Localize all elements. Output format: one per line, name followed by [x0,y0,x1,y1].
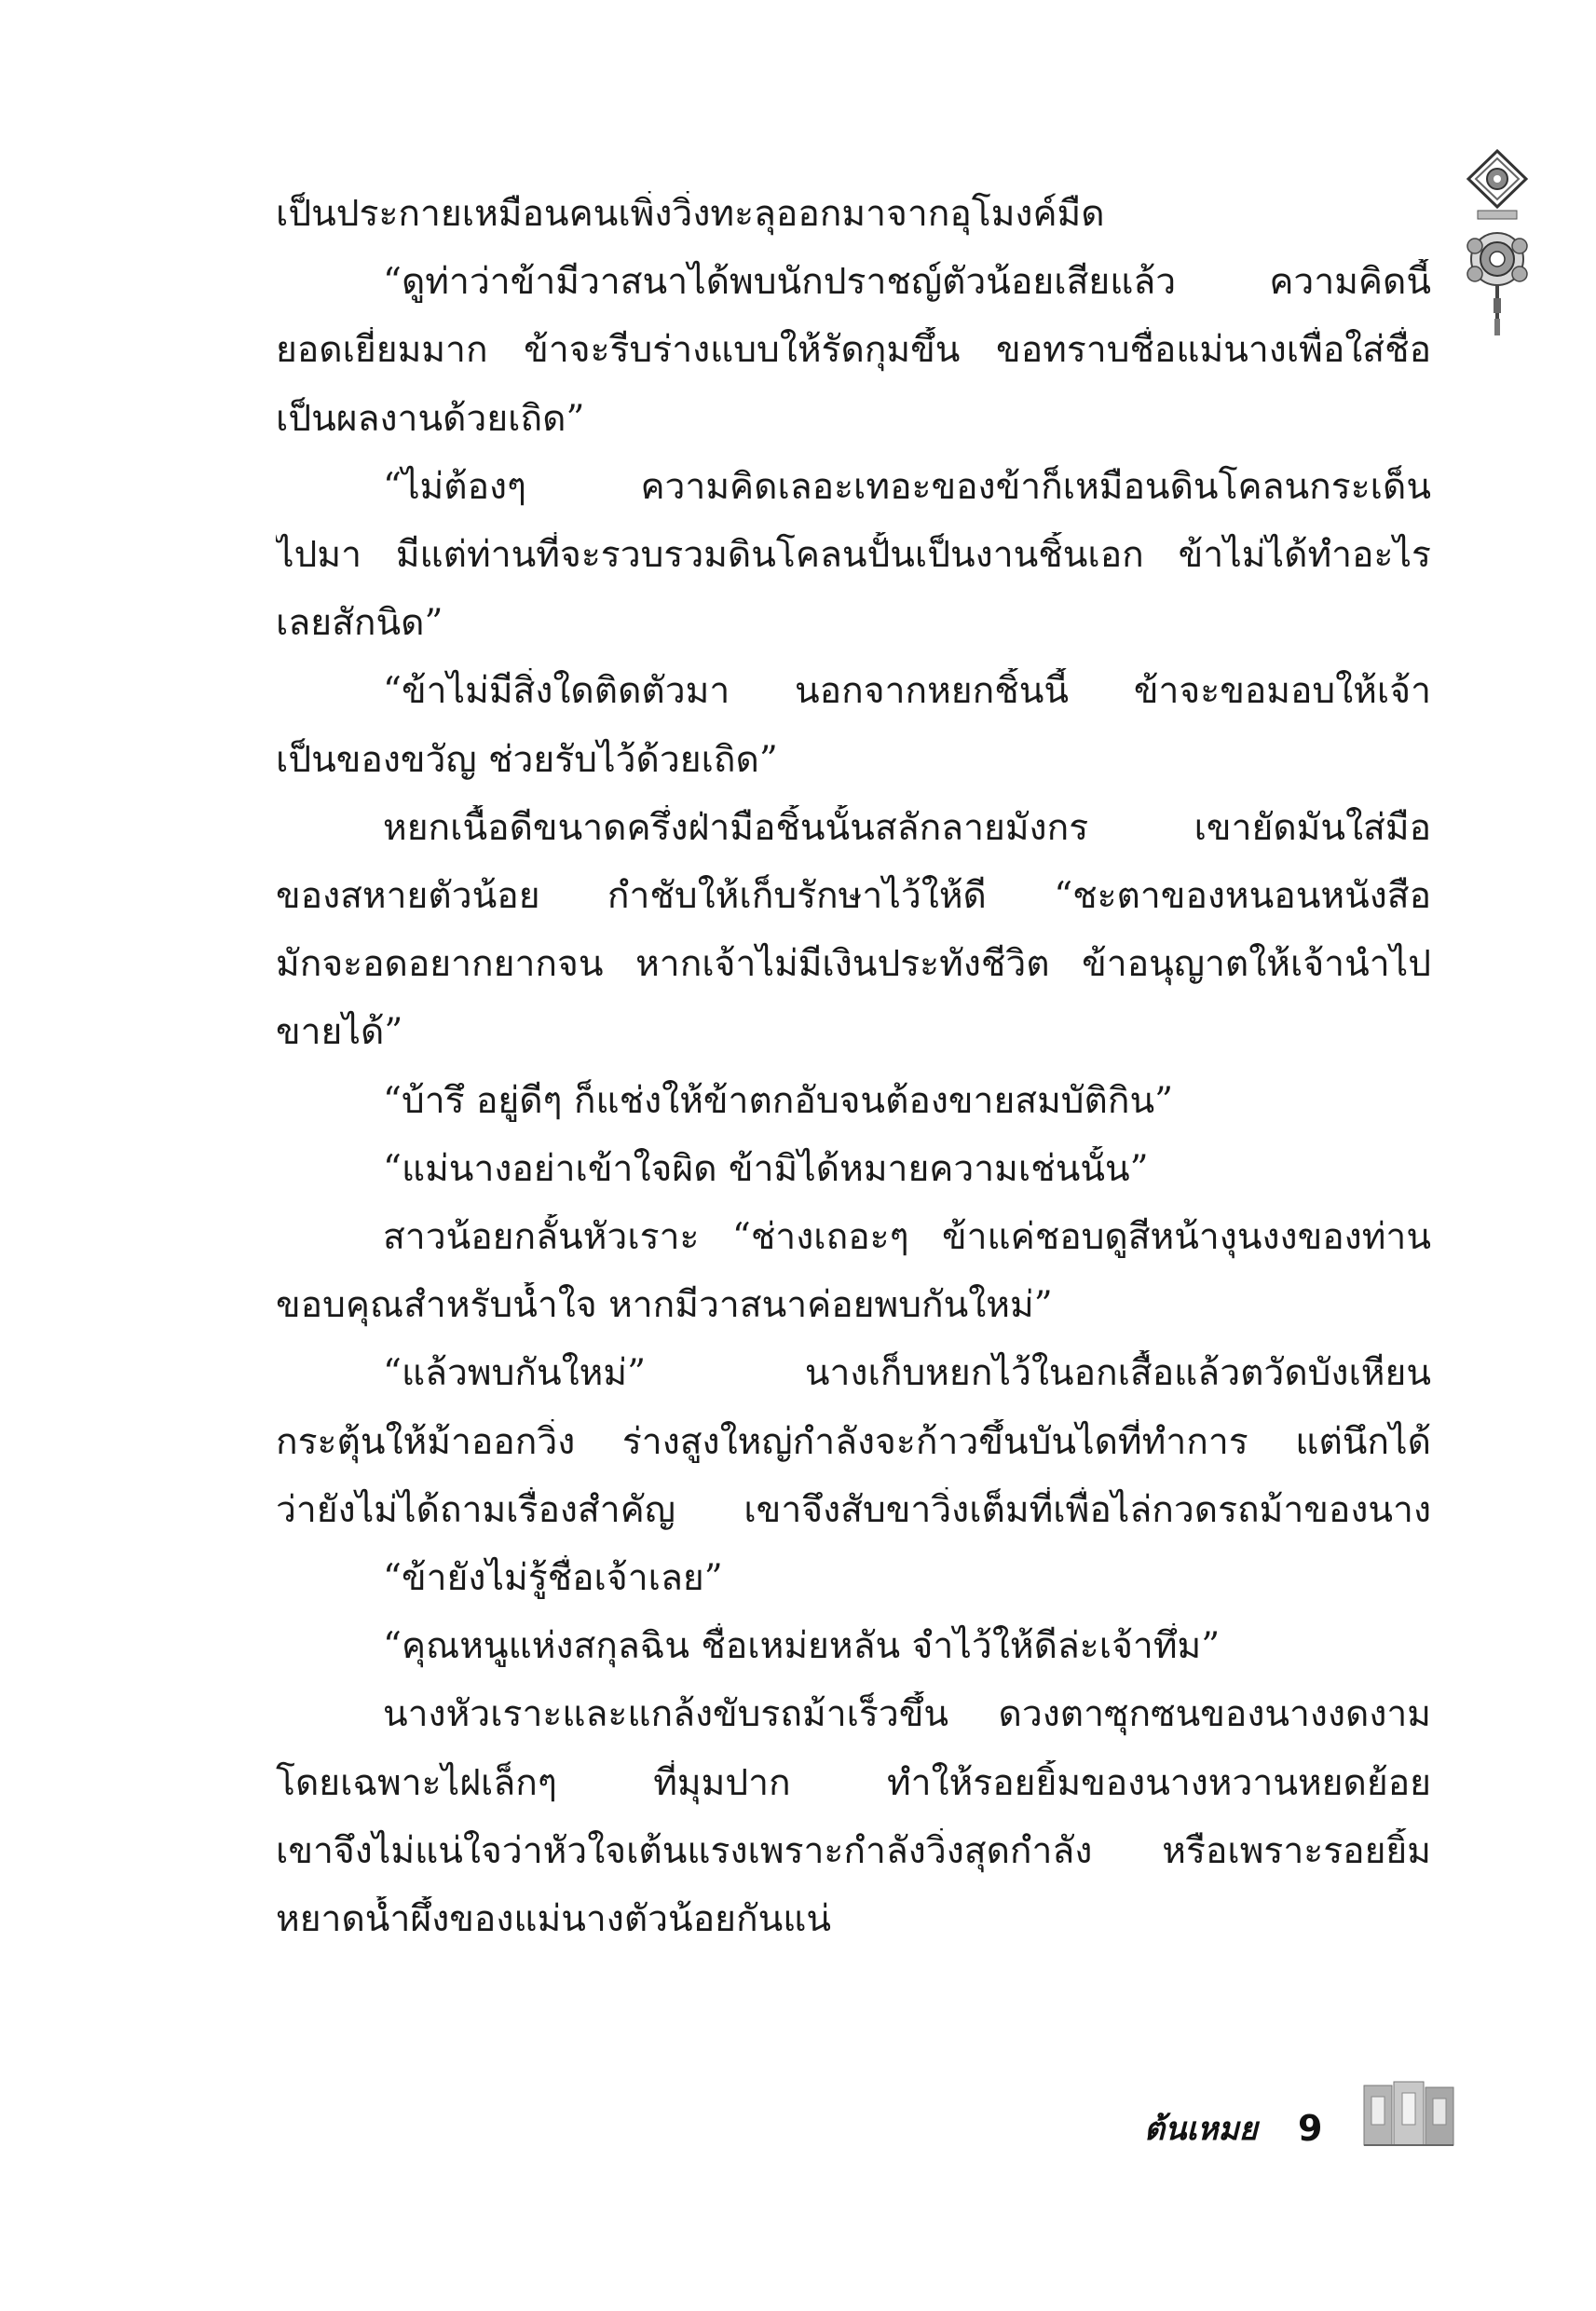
text-line: ขอบคุณสำหรับน้ำใจ หากมีวาสนาค่อยพบกันใหม่” [276,1284,1053,1326]
text-line: “ข้ายังไม่รู้ชื่อเจ้าเลย” [383,1557,723,1599]
text-line: เป็นประกายเหมือนคนเพิ่งวิ่งทะลุออกมาจากอุโมงค์มืด [276,193,1105,235]
text-line: เลยสักนิด” [276,602,443,644]
text-line: ขายได้” [276,1011,403,1053]
text-line: “ไม่ต้องๆ ความคิดเลอะเทอะของข้าก็เหมือนดินโคลนกระเด็น [383,466,1431,508]
text-line: นางหัวเราะและแกล้งขับรถม้าเร็วขึ้น ดวงตาซุกซนของนางงดงาม [383,1693,1431,1735]
text-line: เขาจึงไม่แน่ใจว่าหัวใจเต้นแรงเพราะกำลังวิ่งสุดกำลัง หรือเพราะรอยยิ้ม [276,1830,1431,1872]
text-line: “ข้าไม่มีสิ่งใดติดตัวมา นอกจากหยกชิ้นนี้ ข้าจะขอมอบให้เจ้า [383,670,1431,712]
text-line: หยกเนื้อดีขนาดครึ่งฝ่ามือชิ้นนั้นสลักลายมังกร เขายัดมันใส่มือ [383,807,1431,849]
text-line: “คุณหนูแห่งสกุลฉิน ชื่อเหม่ยหลัน จำไว้ให้ดีล่ะเจ้าทึ่ม” [383,1625,1221,1667]
text-line: เป็นของขวัญ ช่วยรับไว้ด้วยเถิด” [276,739,778,781]
text-line: “แล้วพบกันใหม่” นางเก็บหยกไว้ในอกเสื้อแล้วตวัดบังเหียน [383,1352,1431,1394]
text-line: ของสหายตัวน้อย กำชับให้เก็บรักษาไว้ให้ดี “ชะตาของหนอนหนังสือ [276,875,1431,917]
text-line: ว่ายังไม่ได้ถามเรื่องสำคัญ เขาจึงสับขาวิ่งเต็มที่เพื่อไล่กวดรถม้าของนาง [276,1489,1431,1531]
text-line: สาวน้อยกลั้นหัวเราะ “ช่างเถอะๆ ข้าแค่ชอบดูสีหน้างุนงงของท่าน [383,1216,1431,1258]
text-line: มักจะอดอยากยากจน หากเจ้าไม่มีเงินประทังชีวิต ข้าอนุญาตให้เจ้านำไป [276,943,1431,985]
page-number: 9 [1298,2108,1323,2149]
flower-ornament-icon [1465,149,1530,340]
text-line: “ดูท่าว่าข้ามีวาสนาได้พบนักปราชญ์ตัวน้อยเสียแล้ว ความคิดนี้ [383,261,1431,303]
book-title: ต้นเหมย [1144,2111,1258,2148]
text-line: “บ้ารึ อยู่ดีๆ ก็แช่งให้ข้าตกอับจนต้องขายสมบัติกิน” [383,1080,1174,1122]
text-line: “แม่นางอย่าเข้าใจผิด ข้ามิได้หมายความเช่นนั้น” [383,1148,1149,1190]
text-line: ไปมา มีแต่ท่านที่จะรวบรวมดินโคลนปั้นเป็นงานชิ้นเอก ข้าไม่ได้ทำอะไร [276,534,1431,576]
text-line: โดยเฉพาะไฝเล็กๆ ที่มุมปาก ทำให้รอยยิ้มของนางหวานหยดย้อย [276,1762,1431,1804]
text-line: หยาดน้ำผึ้งของแม่นางตัวน้อยกันแน่ [276,1898,832,1940]
text-line: กระตุ้นให้ม้าออกวิ่ง ร่างสูงใหญ่กำลังจะก้าวขึ้นบันไดที่ทำการ แต่นึกได้ [276,1421,1431,1463]
text-line: ยอดเยี่ยมมาก ข้าจะรีบร่างแบบให้รัดกุมขึ้น ขอทราบชื่อแม่นางเพื่อใส่ชื่อ [276,329,1431,371]
books-icon [1362,2080,1455,2149]
text-line: เป็นผลงานด้วยเถิด” [276,398,585,440]
